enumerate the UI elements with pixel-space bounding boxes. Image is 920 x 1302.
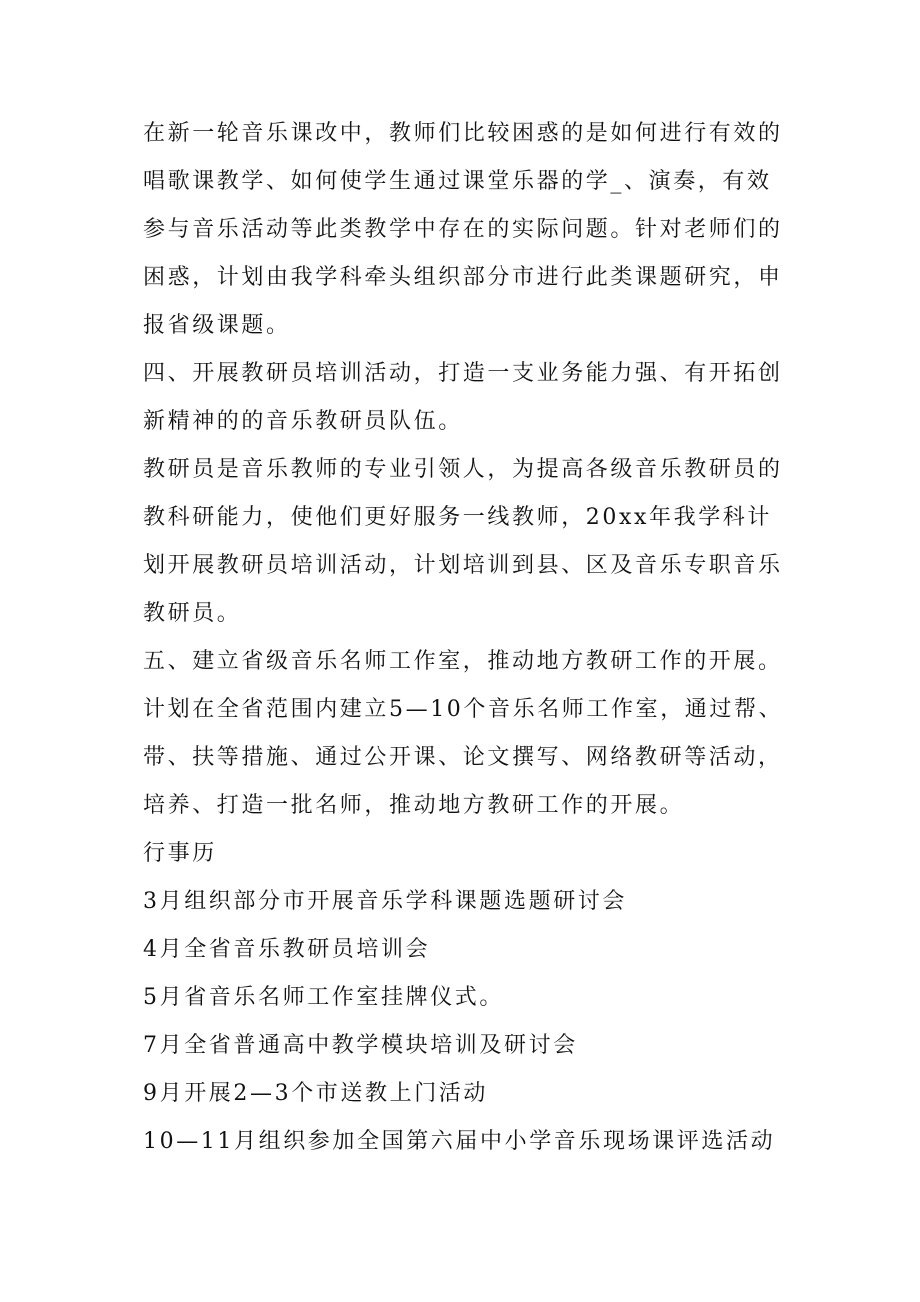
- paragraph-master-studios: 计划在全省范围内建立5—10个音乐名师工作室，通过帮、带、扶等措施、通过公开课、论文撰写、网络教研等活动，培养、打造一批名师，推动地方教研工作的开展。: [143, 697, 784, 818]
- schedule-item: 7月全省普通高中教学模块培训及研讨会: [143, 1033, 578, 1058]
- schedule-item: 10—11月组织参加全国第六届中小学音乐现场课评选活动: [143, 1129, 776, 1154]
- document-body: [143, 110, 793, 1166]
- schedule-item: 3月组织部分市开展音乐学科课题选题研讨会: [143, 889, 627, 914]
- paragraph-music-reform: 在新一轮音乐课改中，教师们比较困惑的是如何进行有效的唱歌课教学、如何使学生通过课堂乐器的学_、演奏，有效参与音乐活动等此类教学中存在的实际问题。针对老师们的困惑，计划由我学科牵头组织部分市进行此类课题研究，申报省级课题。: [143, 121, 783, 338]
- paragraph-researcher-training: 教研员是音乐教师的专业引领人，为提高各级音乐教研员的教科研能力，使他们更好服务一线教师，20xx年我学科计划开展教研员培训活动，计划培训到县、区及音乐专职音乐教研员。: [143, 457, 783, 626]
- schedule-item: 4月全省音乐教研员培训会: [143, 937, 431, 962]
- section-heading-five: 五、建立省级音乐名师工作室，推动地方教研工作的开展。: [143, 649, 783, 674]
- schedule-list: [143, 878, 793, 1166]
- schedule-item: 9月开展2—3个市送教上门活动: [143, 1081, 488, 1106]
- schedule-item: 5月省音乐名师工作室挂牌仪式。: [143, 985, 504, 1010]
- section-heading-four: 四、开展教研员培训活动，打造一支业务能力强、有开拓创新精神的的音乐教研员队伍。: [143, 361, 783, 434]
- schedule-title: 行事历: [143, 841, 217, 866]
